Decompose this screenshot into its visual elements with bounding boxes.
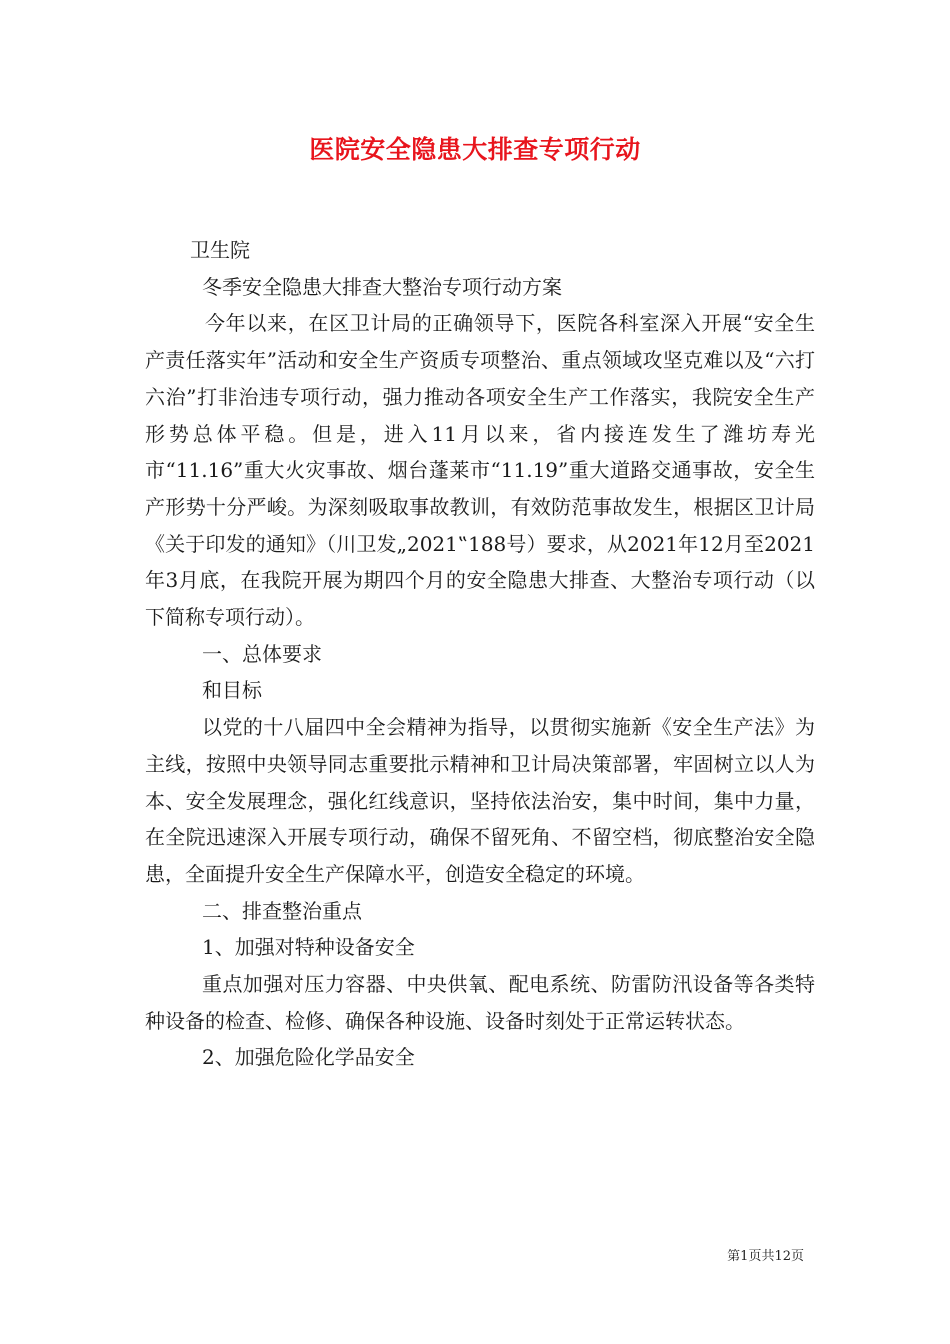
org-name: 卫生院 bbox=[190, 238, 250, 262]
item-1-paragraph: 重点加强对压力容器、中央供氧、配电系统、防雷防汛设备等各类特种设备的检查、检修、确保各种设施、设备时刻处于正常运转状态。 bbox=[145, 972, 815, 1033]
section-heading-1-cont: 和目标 bbox=[202, 678, 262, 703]
page-number: 第1页共12页 bbox=[727, 1249, 804, 1264]
section-heading-1: 一、总体要求 bbox=[202, 641, 322, 666]
item-1-title: 1、加强对特种设备安全 bbox=[202, 935, 415, 960]
document-title: 医院安全隐患大排查专项行动 bbox=[309, 135, 641, 164]
document-body bbox=[145, 232, 815, 1076]
intro-paragraph: 今年以来，在区卫计局的正确领导下，医院各科室深入开展“安全生产责任落实年”活动和安全生产资质专项整治、重点领域攻坚克难以及“六打六治”打非治违专项行动，强力推动各项安全生产工作落实，我院安全生产形势总体平稳。但是，进入11月以来，省内接连发生了潍坊寿光市“11.16”重大火灾事故、烟台蓬莱市“11.19”重大道路交通事故，安全生产形势十分严峻。为深刻吸取事故教训，有效防范事故发生，根据区卫计局《关于印发的通知》（川卫发„2021‟188号）要求，从2021年12月至2021年3月底，在我院开展为期四个月的安全隐患大排查、大整治专项行动（以下简称专项行动）。 bbox=[145, 311, 815, 630]
section-1-paragraph: 以党的十八届四中全会精神为指导，以贯彻实施新《安全生产法》为主线，按照中央领导同志重要批示精神和卫计局决策部署，牢固树立以人为本、安全发展理念，强化红线意识，坚持依法治安，集中时间，集中力量，在全院迅速深入开展专项行动，确保不留死角、不留空档，彻底整治安全隐患，全面提升安全生产保障水平，创造安全稳定的环境。 bbox=[145, 715, 815, 886]
item-2-title: 2、加强危险化学品安全 bbox=[202, 1045, 415, 1070]
plan-subtitle: 冬季安全隐患大排查大整治专项行动方案 bbox=[202, 274, 562, 299]
section-heading-2: 二、排查整治重点 bbox=[202, 898, 362, 923]
